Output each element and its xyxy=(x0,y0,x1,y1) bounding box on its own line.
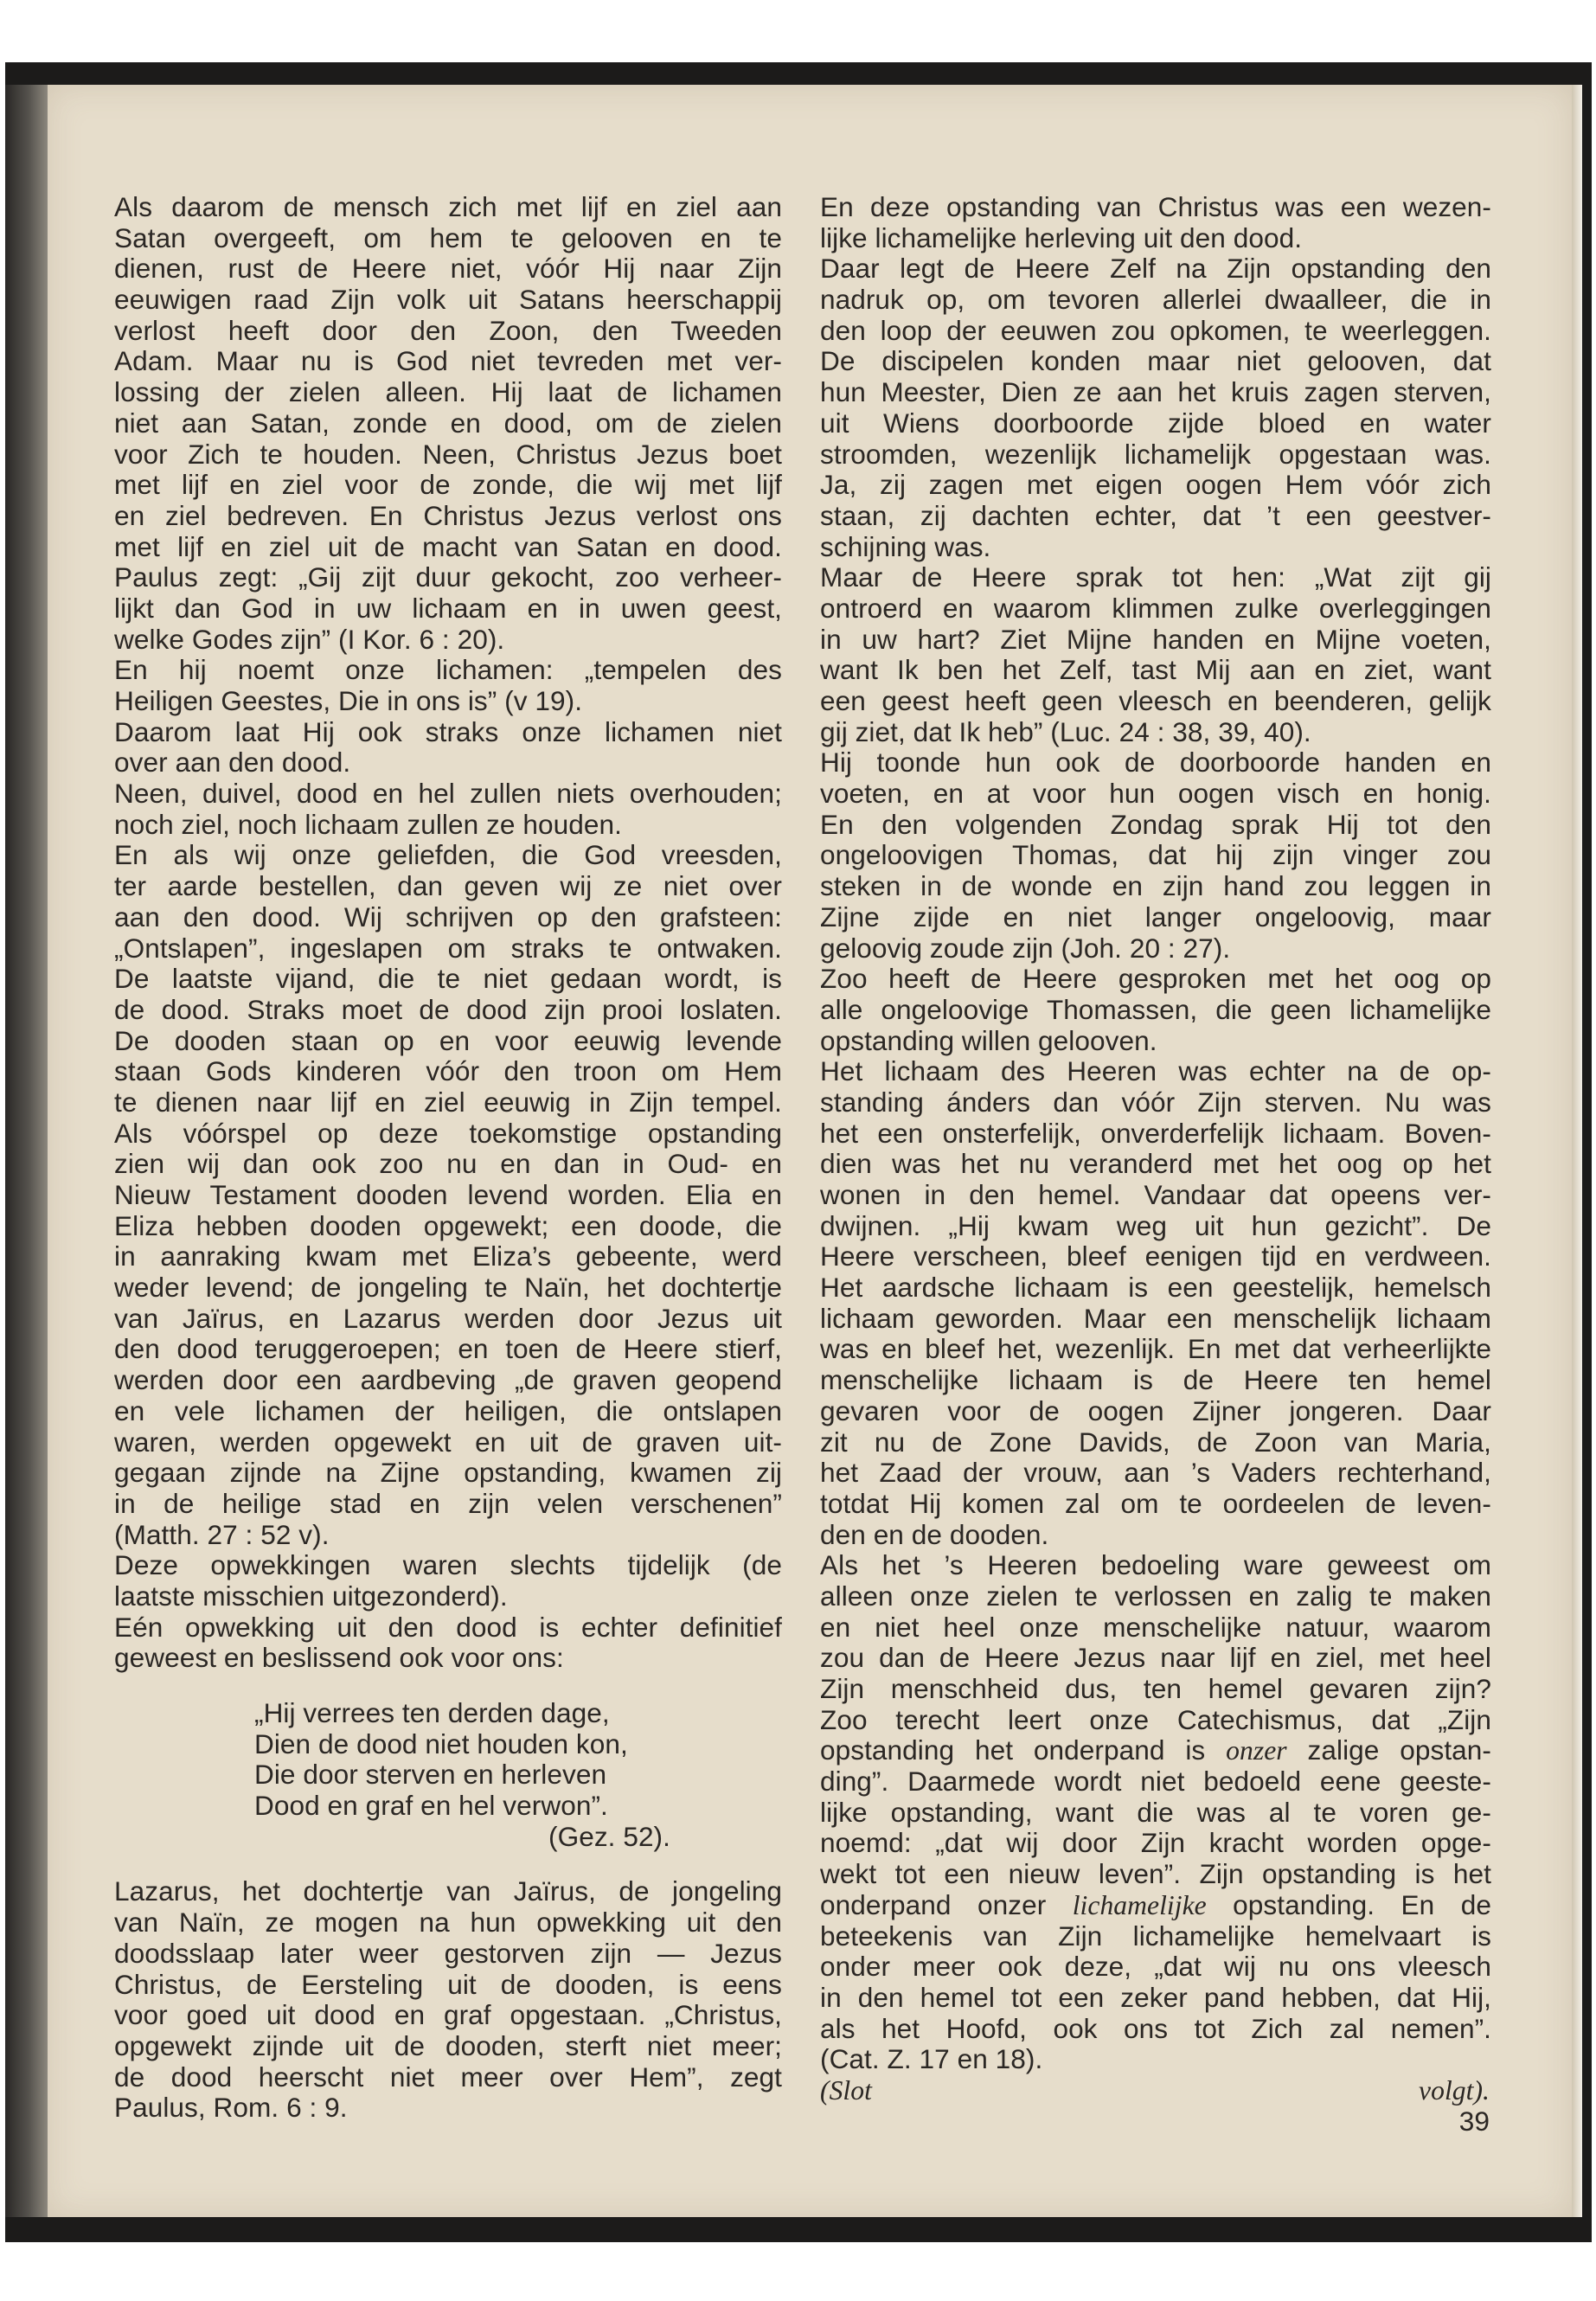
text-line: opstanding willen gelooven. xyxy=(820,1024,1157,1056)
text-line: met lijf en ziel voor de zonde, die wij met lijf xyxy=(114,469,782,501)
text-line: alle ongeloovige Thomassen, die geen lichamelijke xyxy=(820,993,1491,1025)
text-line: Als het ’s Heeren bedoeling ware geweest om xyxy=(820,1549,1491,1581)
text-line: was en bleef het, wezenlijk. En met dat verheerlijkte xyxy=(820,1333,1491,1365)
text-line: dienen, rust de Heere niet, vóór Hij naar Zijn xyxy=(114,253,782,285)
text-line: dwijnen. „Hij kwam weg uit hun gezicht”. De xyxy=(820,1209,1491,1241)
text-line: en ziel bedreven. En Christus Jezus verlost ons xyxy=(114,499,782,531)
text-line: gij ziet, dat Ik heb” (Luc. 24 : 38, 39, 40). xyxy=(820,715,1311,747)
text-line: zit nu de Zone Davids, de Zoon van Maria, xyxy=(820,1426,1491,1458)
text-line: Eliza hebben dooden opgewekt; een doode, die xyxy=(114,1209,782,1241)
text-line: Deze opwekkingen waren slechts tijdelijk (de xyxy=(114,1549,782,1581)
left-body-text-continued xyxy=(114,1876,782,2124)
text-line: staan, zij dachten echter, dat ’t een geestver- xyxy=(820,499,1491,531)
text-line: lijke opstanding, want die was al te voren ge- xyxy=(820,1796,1491,1828)
text-line: Lazarus, het dochtertje van Jaïrus, de jongeling xyxy=(114,1875,782,1907)
text-line: wekt tot een nieuw leven”. Zijn opstanding is het xyxy=(820,1858,1491,1890)
hymn-line: Dood en graf en hel verwon”. xyxy=(254,1790,608,1822)
text-line: Heere verscheen, bleef eenigen tijd en verdween. xyxy=(820,1240,1491,1272)
text-line: lijke lichamelijke herleving uit den dood. xyxy=(820,221,1303,253)
text-line: in aanraking kwam met Eliza’s gebeente, werd xyxy=(114,1240,782,1272)
text-line: opgewekt zijnde uit de dooden, sterft niet meer; xyxy=(114,2029,782,2061)
text-line: Het aardsche lichaam is een geestelijk, hemelsch xyxy=(820,1272,1491,1304)
text-line: van Naïn, ze mogen na hun opwekking uit den xyxy=(114,1907,782,1939)
text-line: zou dan de Heere Jezus naar lijf en ziel, met heel xyxy=(820,1642,1491,1674)
text-line: aan den dood. Wij schrijven op den grafsteen: xyxy=(114,901,782,933)
text-line: uit Wiens doorboorde zijde bloed en water xyxy=(820,407,1491,439)
text-line: weder levend; de jongeling te Naïn, het dochtertje xyxy=(114,1272,782,1304)
text-line: Christus, de Eersteling uit de dooden, is eens xyxy=(114,1968,782,2000)
right-body-text xyxy=(820,192,1491,2075)
left-column xyxy=(114,192,782,2124)
text-line: zien wij dan ook zoo nu en dan in Oud- en xyxy=(114,1148,782,1180)
text-line: van Jaïrus, en Lazarus werden door Jezus uit xyxy=(114,1302,782,1334)
text-line: gegaan zijnde na Zijne opstanding, kwamen zij xyxy=(114,1457,782,1489)
text-line: standing ánders dan vóór Zijn sterven. Nu was xyxy=(820,1086,1491,1118)
text-line: ontroerd en waarom klimmen zulke overleggingen xyxy=(820,592,1491,624)
text-line: voeten, en at voor hun oogen visch en honig. xyxy=(820,778,1491,810)
text-line: in den hemel tot een zeker pand hebben, dat Hij, xyxy=(820,1981,1491,2013)
text-line: in uw hart? Ziet Mijne handen en Mijne voeten, xyxy=(820,623,1491,655)
text-line: welke Godes zijn” (I Kor. 6 : 20). xyxy=(114,623,505,655)
text-line: voor goed uit dood en graf opgestaan. „Christus, xyxy=(114,1999,782,2031)
text-line: En hij noemt onze lichamen: „tempelen des xyxy=(114,654,782,686)
text-line: doodsslaap later weer gestorven zijn — Jezus xyxy=(114,1937,782,1969)
text-line: noemd: „dat wij door Zijn kracht worden opge- xyxy=(820,1827,1491,1859)
text-line: dien was het nu veranderd met het oog op het xyxy=(820,1148,1491,1180)
text-line: verlost heeft door den Zoon, den Tweeden xyxy=(114,314,782,346)
text-line: eeuwigen raad Zijn volk uit Satans heerschappij xyxy=(114,284,782,316)
text-line: menschelijke lichaam is de Heere ten hemel xyxy=(820,1364,1491,1396)
text-line: want Ik ben het Zelf, tast Mij aan en ziet, want xyxy=(820,654,1491,686)
text-line: Als daarom de mensch zich met lijf en ziel aan xyxy=(114,191,782,222)
text-line: en niet heel onze menschelijke natuur, waarom xyxy=(820,1611,1491,1643)
text-line: in de heilige stad en zijn velen verschenen” xyxy=(114,1487,782,1519)
text-line: laatste misschien uitgezonderd). xyxy=(114,1580,508,1612)
text-line: Zoo heeft de Heere gesproken met het oog op xyxy=(820,963,1491,995)
text-line: ongeloovigen Thomas, dat hij zijn vinger zou xyxy=(820,839,1491,871)
text-line: Zijn menschheid dus, ten hemel gevaren zijn? xyxy=(820,1673,1491,1704)
text-line: totdat Hij komen zal om te oordeelen de leven- xyxy=(820,1487,1491,1519)
text-line: den dood teruggeroepen; en toen de Heere stierf, xyxy=(114,1333,782,1365)
right-column xyxy=(820,192,1491,2137)
book-spine xyxy=(5,85,48,2217)
text-line: Heiligen Geestes, Die in ons is” (v 19). xyxy=(114,685,583,716)
text-line: ding”. Daarmede wordt niet bedoeld eene geeste- xyxy=(820,1766,1491,1798)
text-line: alleen onze zielen te verlossen en zalig te maken xyxy=(820,1580,1491,1612)
text-line: nadruk op, om tevoren allerlei dwaalleer, die in xyxy=(820,284,1491,316)
hymn-line: Dien de dood niet houden kon, xyxy=(254,1727,628,1759)
text-line: wonen in den hemel. Vandaar dat opeens ver- xyxy=(820,1179,1491,1210)
text-line: den loop der eeuwen zou opkomen, te weerleggen. xyxy=(820,314,1491,346)
left-body-text xyxy=(114,192,782,1674)
page-number: 39 xyxy=(1458,2105,1490,2137)
text-line: De dooden staan op en voor eeuwig levende xyxy=(114,1024,782,1056)
text-line: voor Zich te houden. Neen, Christus Jezus boet xyxy=(114,438,782,470)
text-line: geloovig zoude zijn (Joh. 20 : 27). xyxy=(820,932,1231,964)
text-line: hun Meester, Dien ze aan het kruis zagen sterven, xyxy=(820,376,1491,408)
text-line: Adam. Maar nu is God niet tevreden met ver- xyxy=(114,345,782,377)
text-line: En deze opstanding van Christus was een wezen- xyxy=(820,191,1491,222)
text-line: waren, werden opgewekt en uit de graven uit- xyxy=(114,1426,782,1458)
text-line: het een onsterfelijk, onverderfelijk lichaam. Boven- xyxy=(820,1117,1491,1149)
text-line: Als vóórspel op deze toekomstige opstanding xyxy=(114,1117,782,1149)
hymn-line: Die door sterven en herleven xyxy=(254,1759,607,1791)
text-line: ter aarde bestellen, dan geven wij ze niet over xyxy=(114,870,782,902)
text-line: steken in de wonde en zijn hand zou leggen in xyxy=(820,870,1491,902)
text-line: onder meer ook deze, „dat wij nu ons vleesch xyxy=(820,1951,1491,1983)
text-line: En den volgenden Zondag sprak Hij tot den xyxy=(820,808,1491,840)
text-line: Daarom laat Hij ook straks onze lichamen niet xyxy=(114,715,782,747)
text-line: de dood. Straks moet de dood zijn prooi loslaten. xyxy=(114,993,782,1025)
hymn-line: „Hij verrees ten derden dage, xyxy=(254,1697,610,1728)
text-line: Het lichaam des Heeren was echter na de op- xyxy=(820,1055,1491,1087)
text-line: beteekenis van Zijn lichamelijke hemelvaart is xyxy=(820,1920,1491,1952)
text-line: Paulus, Rom. 6 : 9. xyxy=(114,2092,348,2124)
text-line: een geest heeft geen vleesch en beenderen, gelijk xyxy=(820,685,1491,716)
text-line: geweest en beslissend ook voor ons: xyxy=(114,1642,564,1674)
text-line: (Cat. Z. 17 en 18). xyxy=(820,2043,1043,2075)
continuation-note: (Slot volgt). xyxy=(820,2074,1490,2106)
text-line: De discipelen konden maar niet gelooven, dat xyxy=(820,345,1491,377)
text-line: Daar legt de Heere Zelf na Zijn opstanding den xyxy=(820,253,1491,285)
text-line: Ja, zij zagen met eigen oogen Hem vóór zich xyxy=(820,469,1491,501)
text-line: gevaren voor de oogen Zijner jongeren. Daar xyxy=(820,1394,1491,1426)
text-line: Maar de Heere sprak tot hen: „Wat zijt gij xyxy=(820,561,1491,593)
text-line: „Ontslapen”, ingeslapen om straks te ontwaken. xyxy=(114,932,782,964)
text-line: den en de dooden. xyxy=(820,1518,1049,1550)
text-line: werden door een aardbeving „de graven geopend xyxy=(114,1364,782,1396)
text-line: lossing der zielen alleen. Hij laat de lichamen xyxy=(114,376,782,408)
text-line: Zoo terecht leert onze Catechismus, dat „Zijn xyxy=(820,1703,1491,1735)
text-line: Zijne zijde en niet langer ongeloovig, maar xyxy=(820,901,1491,933)
text-line: Hij toonde hun ook de doorboorde handen en xyxy=(820,747,1491,779)
hymn-quote xyxy=(114,1698,782,1822)
text-line: het Zaad der vrouw, aan ’s Vaders rechterhand, xyxy=(820,1457,1491,1489)
text-line: De laatste vijand, die te niet gedaan wordt, is xyxy=(114,963,782,995)
text-line: met lijf en ziel uit de macht van Satan en dood. xyxy=(114,530,782,562)
text-line: als het Hoofd, ook ons tot Zich zal nemen”. xyxy=(820,2012,1491,2044)
text-line: schijning was. xyxy=(820,530,991,562)
text-line: Nieuw Testament dooden levend worden. Elia en xyxy=(114,1179,782,1210)
text-line: Eén opwekking uit den dood is echter definitief xyxy=(114,1611,782,1643)
page-edge xyxy=(1572,85,1582,2217)
hymn-citation: (Gez. 52). xyxy=(548,1820,670,1852)
text-line: opstanding het onderpand is onzer zalige opstan- xyxy=(820,1734,1491,1766)
text-line: noch ziel, noch lichaam zullen ze houden. xyxy=(114,808,622,840)
text-line: niet aan Satan, zonde en dood, om de zielen xyxy=(114,407,782,439)
text-line: (Matth. 27 : 52 v). xyxy=(114,1518,330,1550)
text-line: lijkt dan God in uw lichaam en in uwen geest, xyxy=(114,592,782,624)
text-line: en vele lichamen der heiligen, die ontslapen xyxy=(114,1394,782,1426)
text-line: de dood heerscht niet meer over Hem”, zegt xyxy=(114,2061,782,2093)
text-line: stroomden, wezenlijk lichamelijk opgestaan was. xyxy=(820,438,1491,470)
text-line: Satan overgeeft, om hem te gelooven en te xyxy=(114,221,782,253)
text-line: te dienen naar lijf en ziel eeuwig in Zijn tempel. xyxy=(114,1086,782,1118)
text-line: onderpand onzer lichamelijke opstanding. En de xyxy=(820,1888,1491,1920)
text-line: lichaam geworden. Maar een menschelijk lichaam xyxy=(820,1302,1491,1334)
text-line: En als wij onze geliefden, die God vreesden, xyxy=(114,839,782,871)
text-line: staan Gods kinderen vóór den troon om Hem xyxy=(114,1055,782,1087)
text-line: Paulus zegt: „Gij zijt duur gekocht, zoo verheer- xyxy=(114,561,782,593)
text-line: Neen, duivel, dood en hel zullen niets overhouden; xyxy=(114,778,782,810)
text-line: over aan den dood. xyxy=(114,747,351,779)
